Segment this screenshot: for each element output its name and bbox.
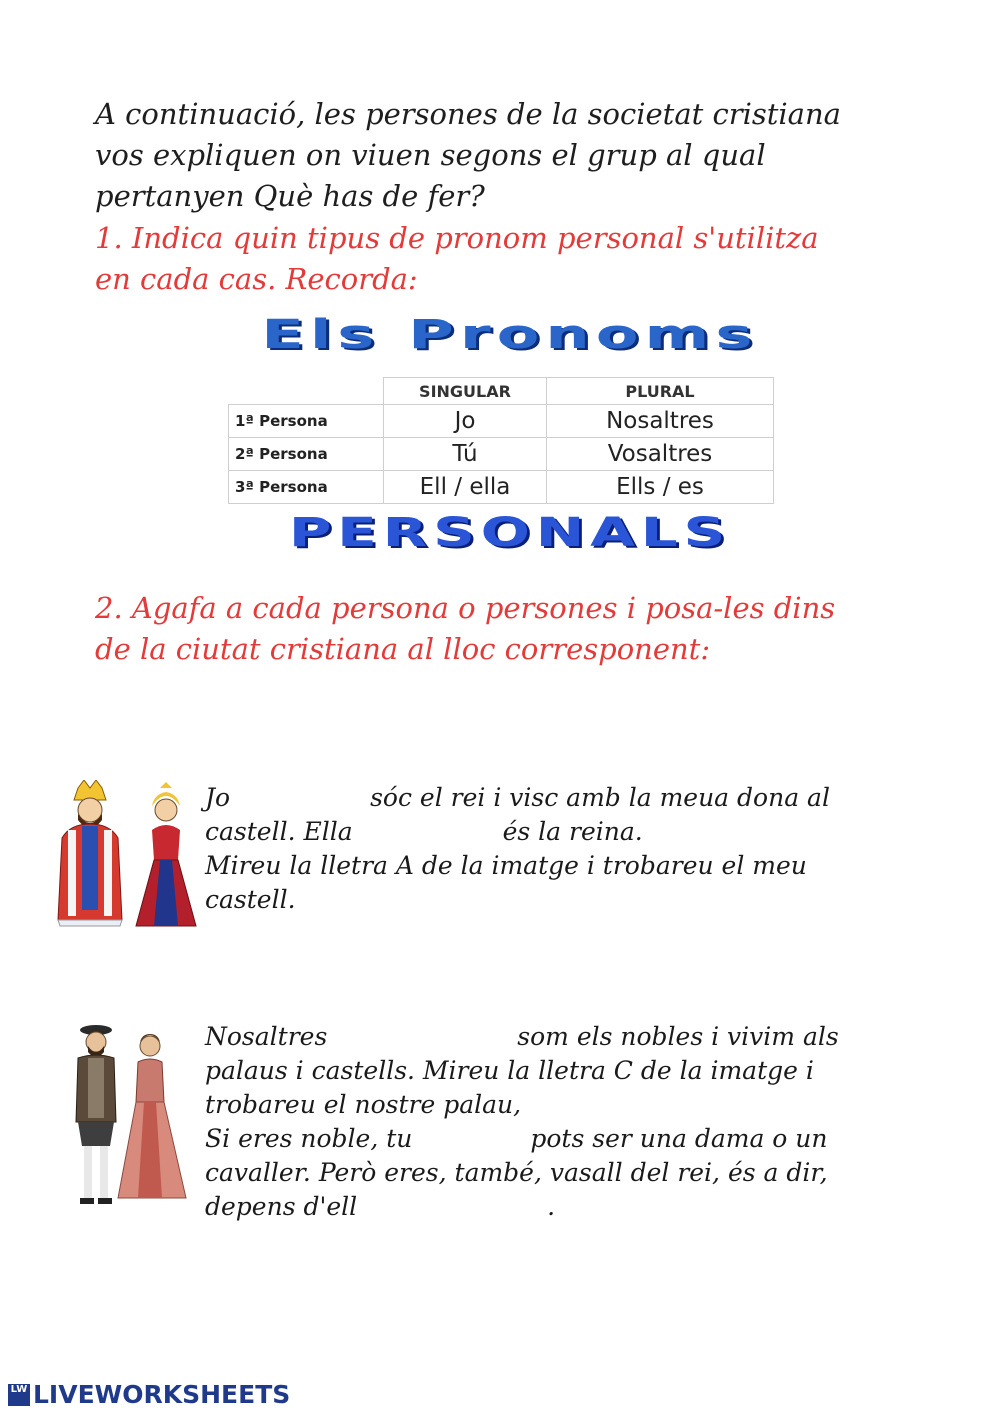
header-singular: SINGULAR [384, 378, 547, 405]
story-text: castell. Ella [205, 817, 353, 846]
answer-blank[interactable] [353, 839, 503, 840]
intro-paragraph [95, 94, 915, 217]
story-text: Si eres noble, tu [205, 1124, 413, 1153]
story-line [205, 1122, 905, 1156]
story-text: és la reina. [502, 817, 643, 846]
step-2-line: 2. Agafa a cada persona o persones i posa-les dins [95, 591, 836, 625]
step-1-instruction [95, 218, 915, 300]
brand-badge: LW [8, 1384, 30, 1406]
brand-name: LIVEWORKSHEETS [33, 1380, 291, 1409]
answer-blank[interactable] [230, 805, 370, 806]
step-2-line: de la ciutat cristiana al lloc corresponent: [95, 632, 711, 666]
story-text: som els nobles i vivim als [517, 1022, 839, 1051]
story-text: depens d'ell [205, 1192, 358, 1221]
liveworksheets-logo [8, 1380, 290, 1409]
row-label: 3ª Persona [229, 471, 384, 504]
answer-blank[interactable] [327, 1044, 517, 1045]
singular-cell: Ell / ella [384, 471, 547, 504]
row-label: 1ª Persona [229, 405, 384, 438]
plural-cell: Ells / es [547, 471, 774, 504]
story-line: Mireu la lletra A de la imatge i trobareu el meu [205, 851, 807, 880]
story-line: cavaller. Però eres, també, vasall del rei, és a dir, [205, 1158, 828, 1187]
intro-line: vos expliquen on viuen segons el grup al qual [95, 138, 766, 172]
story-line: trobareu el nostre palau, [205, 1090, 522, 1119]
plural-cell: Nosaltres [547, 405, 774, 438]
story-line [205, 815, 905, 849]
queen-figure [136, 782, 196, 926]
step-1-line: en cada cas. Recorda: [95, 262, 418, 296]
chart-title-bottom: PERSONALS [288, 510, 732, 556]
step-1-line: 1. Indica quin tipus de pronom personal s'utilitza [95, 221, 819, 255]
table-row [229, 405, 774, 438]
story-nobles [205, 1020, 905, 1224]
table-row [229, 438, 774, 471]
intro-line: A continuació, les persones de la societat cristiana [95, 97, 841, 131]
story-text: pots ser una dama o un [530, 1124, 828, 1153]
king-queen-illustration [48, 780, 203, 935]
story-line [205, 1190, 905, 1224]
story-text: . [547, 1192, 556, 1221]
singular-cell: Tú [384, 438, 547, 471]
story-line: castell. [205, 885, 296, 914]
step-2-instruction [95, 588, 915, 670]
answer-blank[interactable] [357, 1214, 547, 1215]
nobleman-figure [76, 1025, 116, 1204]
answer-blank[interactable] [412, 1146, 530, 1147]
header-plural: PLURAL [547, 378, 774, 405]
table-corner [229, 378, 384, 405]
table-row [229, 471, 774, 504]
intro-line: pertanyen Què has de fer? [95, 179, 485, 213]
story-text: Jo [205, 783, 231, 812]
story-line: palaus i castells. Mireu la lletra C de la imatge i [205, 1056, 814, 1085]
pronoun-table [228, 377, 774, 504]
chart-title-top: Els Pronoms [261, 312, 759, 358]
row-label: 2ª Persona [229, 438, 384, 471]
story-text: Nosaltres [205, 1022, 328, 1051]
plural-cell: Vosaltres [547, 438, 774, 471]
king-figure [58, 780, 122, 926]
singular-cell: Jo [384, 405, 547, 438]
story-line [205, 781, 905, 815]
story-king [205, 781, 905, 917]
nobles-illustration [58, 1022, 198, 1207]
story-line [205, 1020, 905, 1054]
story-text: sóc el rei i visc amb la meua dona al [370, 783, 830, 812]
noblewoman-figure [118, 1034, 186, 1198]
